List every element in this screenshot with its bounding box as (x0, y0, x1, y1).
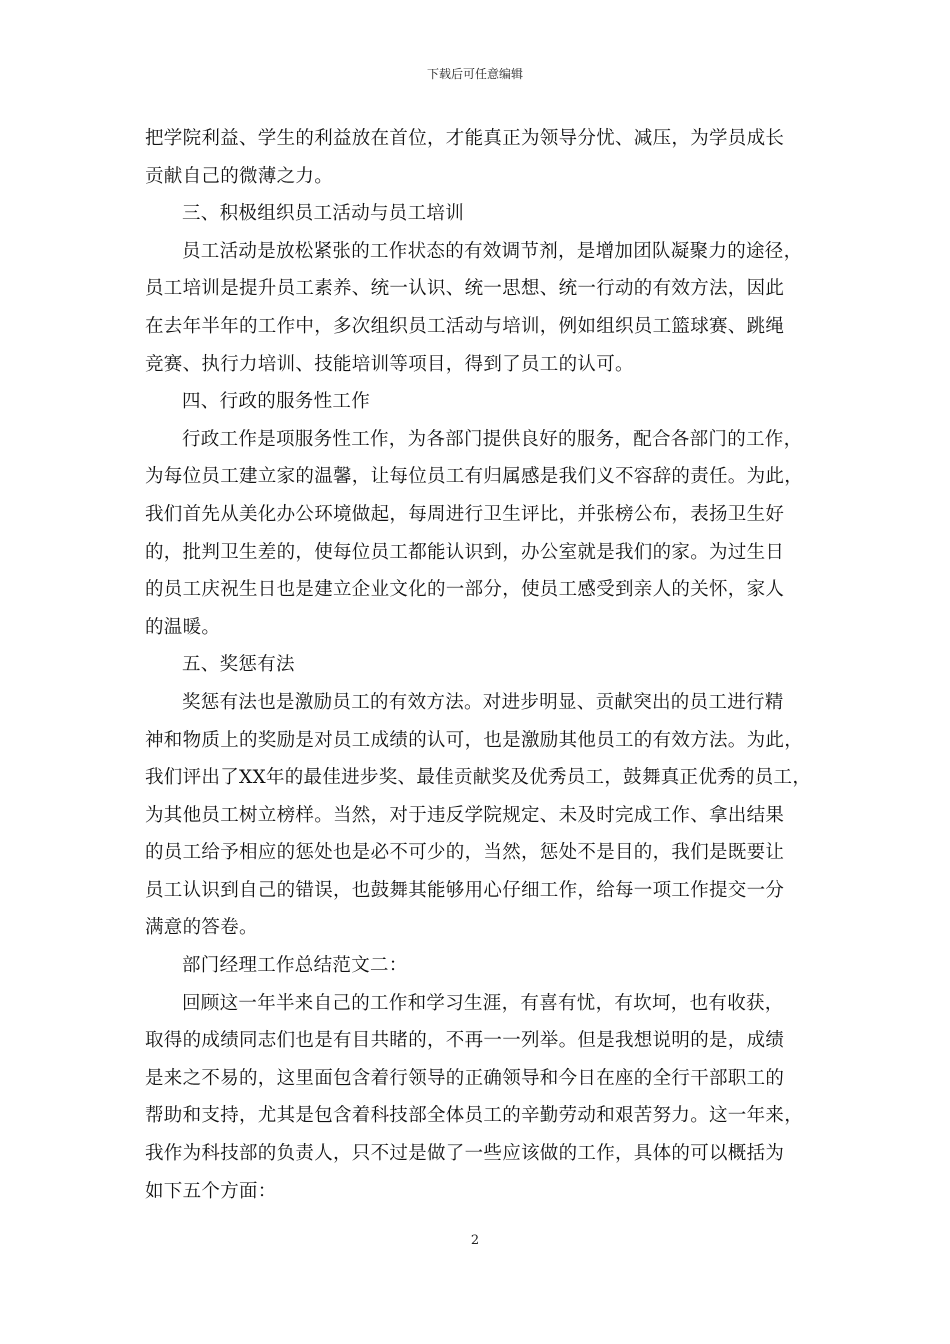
text-line: 在去年半年的工作中，多次组织员工活动与培训，例如组织员工篮球赛、跳绳 (145, 315, 785, 337)
paragraph-admin-service (145, 421, 807, 647)
text-line: 的温暖。 (145, 616, 221, 638)
text-line: 为其他员工树立榜样。当然，对于违反学院规定、未及时完成工作、拿出结果 (145, 804, 785, 826)
text-line: 满意的答卷。 (145, 917, 258, 939)
text-line: 员工认识到自己的错误，也鼓舞其能够用心仔细工作，给每一项工作提交一分 (145, 879, 785, 901)
paragraph-continuation (145, 120, 807, 195)
text-line: 把学院利益、学生的利益放在首位，才能真正为领导分忧、减压，为学员成长 (145, 128, 785, 149)
page-number: 2 (470, 1233, 480, 1248)
paragraph-staff-activities (145, 233, 807, 383)
text-line: 的，批判卫生差的，使每位员工都能认识到，办公室就是我们的家。为过生日 (145, 541, 785, 563)
text-line: 员工培训是提升员工素养、统一认识、统一思想、统一行动的有效方法，因此 (145, 278, 785, 300)
section-heading-3: 三、积极组织员工活动与员工培训 (182, 203, 465, 225)
text-line: 为每位员工建立家的温馨，让每位员工有归属感是我们义不容辞的责任。为此， (145, 466, 804, 488)
section-heading-5: 五、奖惩有法 (182, 654, 295, 676)
text-line: 我们首先从美化办公环境做起，每周进行卫生评比，并张榜公布，表扬卫生好 (145, 503, 785, 525)
text-line: 是来之不易的，这里面包含着行领导的正确领导和今日在座的全行干部职工的 (145, 1067, 785, 1089)
page-header: 下载后可任意编辑 (426, 67, 523, 81)
section-heading-sample-two: 部门经理工作总结范文二： (182, 955, 408, 977)
text-line: 奖惩有法也是激励员工的有效方法。对进步明显、贡献突出的员工进行精 (182, 691, 784, 713)
text-line: 取得的成绩同志们也是有目共睹的，不再一一列举。但是我想说明的是，成绩 (145, 1030, 785, 1052)
text-line: 贡献自己的微薄之力。 (145, 165, 334, 187)
text-line: 的员工给予相应的惩处也是必不可少的，当然，惩处不是目的，我们是既要让 (145, 842, 785, 864)
text-line: 的员工庆祝生日也是建立企业文化的一部分，使员工感受到亲人的关怀，家人 (145, 579, 785, 601)
text-line: 神和物质上的奖励是对员工成绩的认可，也是激励其他员工的有效方法。为此， (145, 729, 804, 751)
text-line: 我作为科技部的负责人，只不过是做了一些应该做的工作，具体的可以概括为 (145, 1143, 785, 1165)
text-line: 回顾这一年半来自己的工作和学习生涯，有喜有忧，有坎坷，也有收获， (182, 992, 784, 1014)
text-line: 帮助和支持，尤其是包含着科技部全体员工的辛勤劳动和艰苦努力。这一年来， (145, 1105, 804, 1127)
text-line: 员工活动是放松紧张的工作状态的有效调节剂，是增加团队凝聚力的途径， (182, 240, 803, 262)
section-heading-4: 四、行政的服务性工作 (182, 391, 371, 413)
document-body (145, 120, 812, 1210)
paragraph-review (145, 985, 807, 1211)
text-line: 竞赛、执行力培训、技能培训等项目，得到了员工的认可。 (145, 353, 634, 375)
text-line: 如下五个方面： (145, 1180, 277, 1202)
text-line: 我们评出了XX年的最佳进步奖、最佳贡献奖及优秀员工，鼓舞真正优秀的员工， (145, 767, 812, 789)
text-line: 行政工作是项服务性工作，为各部门提供良好的服务，配合各部门的工作， (182, 428, 803, 450)
paragraph-rewards (145, 684, 812, 947)
